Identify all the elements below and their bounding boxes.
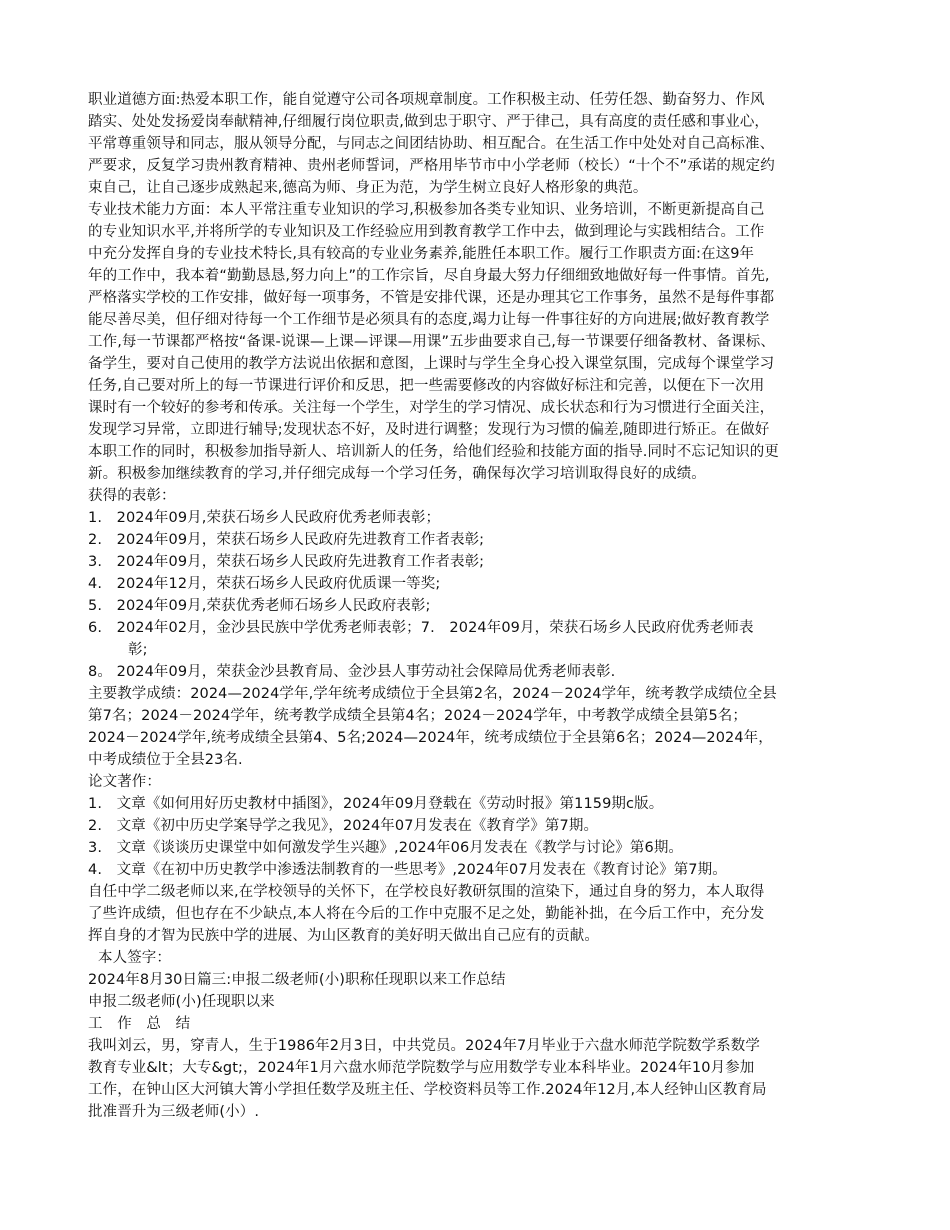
award-item: 1. 2024年09月,荣获石场乡人民政府优秀老师表彰；	[88, 510, 441, 526]
paragraph-line: 挥自身的才智为民族中学的进展、为山区教育的美好明天做出自己应有的贡献。	[88, 928, 599, 944]
paragraph-line: 中考成绩位于全县23名.	[88, 752, 243, 768]
section-heading-awards: 获得的表彰：	[88, 488, 176, 504]
paragraph-line: 批准晋升为三级老师(小）.	[88, 1104, 260, 1120]
date-and-title-line: 2024年8月30日篇三:申报二级老师(小)职称任现职以来工作总结	[88, 972, 506, 988]
paragraph-line: 备学生，要对自己使用的教学方法说出依据和意图，上课时与学生全身心投入课堂氛围，完成每个课堂学习	[88, 356, 775, 372]
paragraph-line: 新。积极参加继续教育的学习,并仔细完成每一个学习任务，确保每次学习培训取得良好的成绩。	[88, 466, 706, 482]
award-item: 6. 2024年02月，金沙县民族中学优秀老师表彰；7. 2024年09月，荣获石场乡人民政府优秀老师表	[88, 620, 754, 636]
paragraph-line: 工作,每一节课都严格按“备课-说课—上课—评课—用课”五步曲要求自己,每一节课要仔细备教材、备课标、	[88, 334, 775, 350]
paragraph-line: 束自己，让自己逐步成熟起来,德高为师、身正为范，为学生树立良好人格形象的典范。	[88, 180, 648, 196]
paper-item: 3. 文章《谈谈历史课堂中如何激发学生兴趣》,2024年06月发表在《教学与讨论》第6期。	[88, 840, 684, 856]
section-heading-papers: 论文著作：	[88, 774, 161, 790]
paragraph-line: 本职工作的同时，积极参加指导新人、培训新人的任务，给他们经验和技能方面的指导.同时不忘记知识的更	[88, 444, 779, 460]
paragraph-line: 主要教学成绩：2024—2024学年,学年统考成绩位于全县第2名，2024－2024学年，统考教学成绩位全县	[88, 686, 777, 702]
document-subtitle: 工 作 总 结	[88, 1016, 191, 1032]
paragraph-line: 任务,自己要对所上的每一节课进行评价和反思，把一些需要修改的内容做好标注和完善，以便在下一次用	[88, 378, 765, 394]
paragraph-line: 的专业知识水平,并将所学的专业知识及工作经验应用到教育教学工作中去，做到理论与实践相结合。工作	[88, 224, 765, 240]
paragraph-line: 我叫刘云，男，穿青人，生于1986年2月3日，中共党员。2024年7月毕业于六盘水师范学院数学系数学	[88, 1038, 760, 1054]
paragraph-line: 了些许成绩，但也存在不少缺点,本人将在今后的工作中克服不足之处，勤能补拙，在今后工作中，充分发	[88, 906, 765, 922]
paragraph-line: 第7名；2024－2024学年，统考教学成绩全县第4名；2024－2024学年，中考教学成绩全县第5名；	[88, 708, 747, 724]
paragraph-line: 教育专业&lt；大专&gt;，2024年1月六盘水师范学院数学与应用数学专业本科毕业。2024年10月参加	[88, 1060, 755, 1076]
paragraph-line: 自任中学二级老师以来,在学校领导的关怀下，在学校良好教研氛围的渲染下，通过自身的努力，本人取得	[88, 884, 765, 900]
award-item: 3. 2024年09月，荣获石场乡人民政府先进教育工作者表彰;	[88, 554, 485, 570]
paragraph-line: 能尽善尽美，但仔细对待每一个工作细节是必须具有的态度,竭力让每一件事往好的方向进展;做好教育教学	[88, 312, 770, 328]
paragraph-line: 严格落实学校的工作安排，做好每一项事务，不管是安排代课，还是办理其它工作事务，虽然不是每件事都	[88, 290, 775, 306]
paper-item: 2. 文章《初中历史学案导学之我见》，2024年07月发表在《教育学》第7期。	[88, 818, 599, 834]
paragraph-line: 年的工作中，我本着“勤勤恳恳,努力向上”的工作宗旨，尽自身最大努力仔细细致地做好每一件事情。首先,	[88, 268, 770, 284]
paragraph-line: 发现学习异常，立即进行辅导;发现状态不好，及时进行调整；发现行为习惯的偏差,随即进行矫正。在做好	[88, 422, 770, 438]
paragraph-line: 专业技术能力方面：本人平常注重专业知识的学习,积极参加各类专业知识、业务培训，不断更新提高自己	[88, 202, 765, 218]
paragraph-line: 踏实、处处发扬爱岗奉献精神,仔细履行岗位职责,做到忠于职守、严于律己，具有高度的责任感和事业心，	[88, 114, 770, 130]
paper-item: 4. 文章《在初中历史教学中渗透法制教育的一些思考》,2024年07月发表在《教育讨论》第7期。	[88, 862, 727, 878]
award-item: 8。 2024年09月，荣获金沙县教育局、金沙县人事劳动社会保障局优秀老师表彰.	[88, 664, 616, 680]
document-body	[88, 89, 863, 1123]
award-item: 4. 2024年12月，荣获石场乡人民政府优质课一等奖;	[88, 576, 441, 592]
paragraph-line: 工作，在钟山区大河镇大箐小学担任数学及班主任、学校资料员等工作.2024年12月,本人经钟山区教育局	[88, 1082, 767, 1098]
paragraph-line: 2024－2024学年,统考成绩全县第4、5名;2024—2024年，统考成绩位于全县第6名；2024—2024年，	[88, 730, 773, 746]
award-item: 2. 2024年09月，荣获石场乡人民政府先进教育工作者表彰;	[88, 532, 485, 548]
document-title: 申报二级老师(小)任现职以来	[88, 994, 275, 1010]
award-item: 5. 2024年09月,荣获优秀老师石场乡人民政府表彰;	[88, 598, 431, 614]
award-item-continuation: 彰;	[128, 642, 148, 658]
paragraph-line: 平常尊重领导和同志，服从领导分配，与同志之间团结协助、相互配合。在生活工作中处处对自己高标准、	[88, 136, 775, 152]
paper-item: 1. 文章《如何用好历史教材中插图》，2024年09月登载在《劳动时报》第1159期c版。	[88, 796, 664, 812]
paragraph-line: 课时有一个较好的参考和传承。关注每一个学生，对学生的学习情况、成长状态和行为习惯进行全面关注，	[88, 400, 775, 416]
signature-label: 本人签字：	[98, 950, 171, 966]
paragraph-line: 职业道德方面:热爱本职工作，能自觉遵守公司各项规章制度。工作积极主动、任劳任怨、勤奋努力、作风	[88, 92, 765, 108]
paragraph-line: 中充分发挥自身的专业技术特长,具有较高的专业业务素养,能胜任本职工作。履行工作职责方面:在这9年	[88, 246, 755, 262]
paragraph-line: 严要求，反复学习贵州教育精神、贵州老师誓词，严格用毕节市中小学老师（校长）“十个不”承诺的规定约	[88, 158, 775, 174]
